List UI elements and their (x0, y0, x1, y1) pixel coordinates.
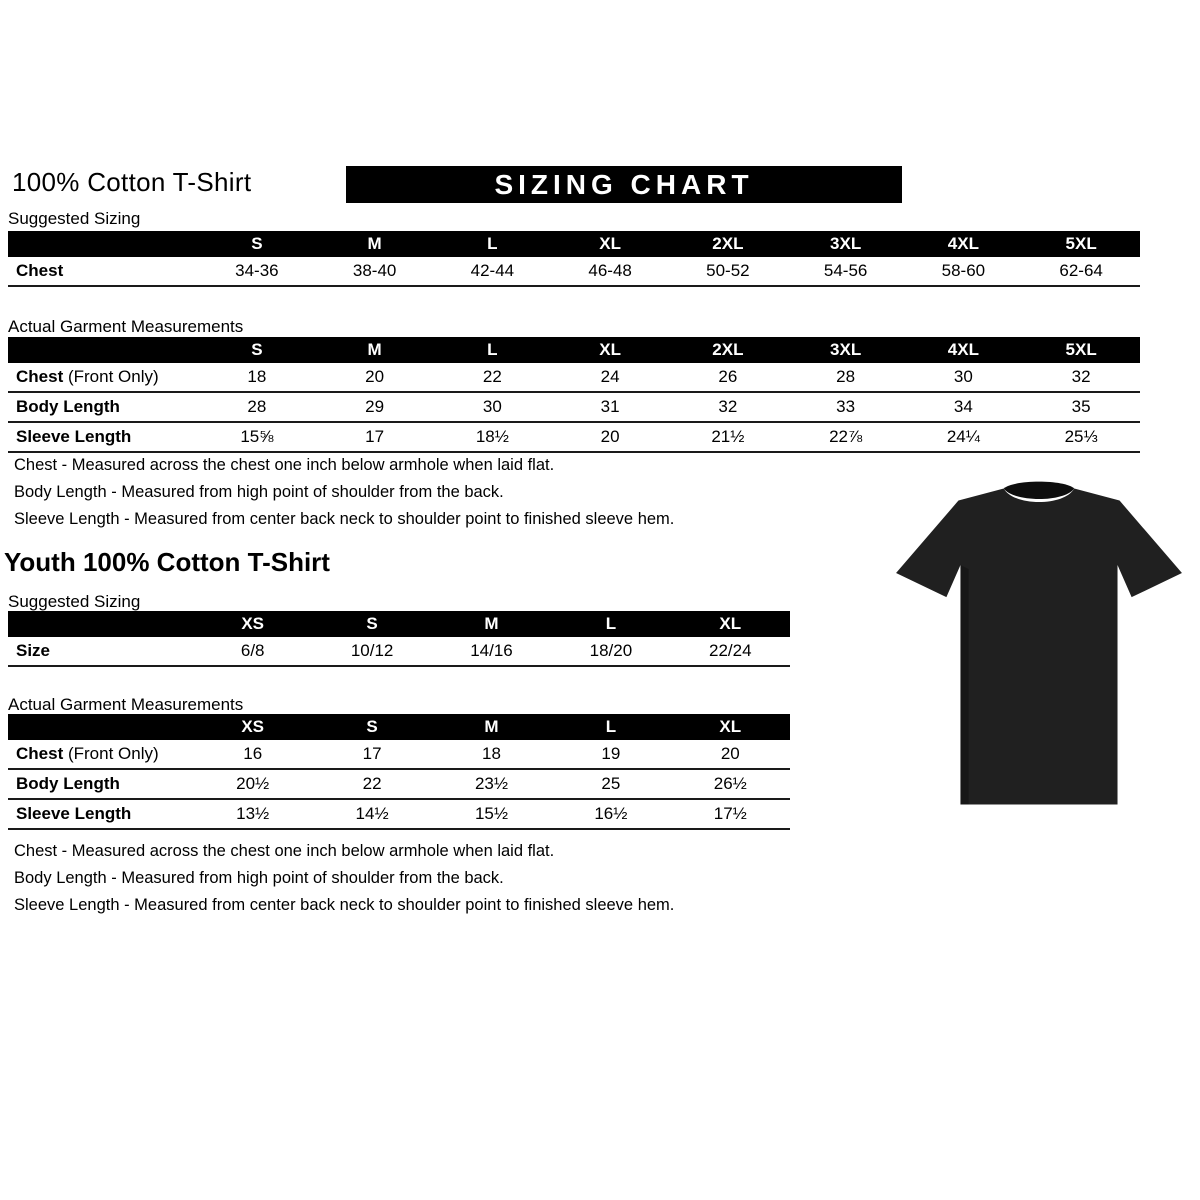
table-cell: 42-44 (470, 261, 515, 280)
column-header: 5XL (1065, 234, 1097, 253)
table-header-row (8, 337, 1140, 363)
column-header: S (366, 717, 378, 736)
youth-section-title: Youth 100% Cotton T-Shirt (4, 547, 330, 577)
adult-actual-table (8, 337, 1140, 453)
table-row (8, 257, 1140, 287)
table-cell: 17 (362, 744, 382, 763)
table-cell: 20 (600, 427, 620, 446)
youth-measurement-notes (14, 842, 674, 923)
table-cell: 23½ (474, 774, 509, 793)
note-line: Body Length - Measured from high point of shoulder from the back. (14, 869, 504, 887)
tshirt-body (896, 488, 1182, 804)
table-cell: 20 (365, 367, 385, 386)
column-header: XL (719, 717, 742, 736)
column-header: XL (599, 340, 621, 359)
column-header: XL (719, 614, 742, 633)
adult-actual-heading: Actual Garment Measurements (8, 317, 244, 336)
row-label (8, 261, 198, 281)
table-cell: 32 (1071, 367, 1091, 386)
adult-suggested-table (8, 231, 1140, 287)
note-line: Chest - Measured across the chest one inch below armhole when laid flat. (14, 456, 555, 474)
column-header: L (487, 340, 498, 359)
table-cell: 15½ (474, 804, 509, 823)
page-title: 100% Cotton T-Shirt (12, 167, 252, 197)
table-cell: 18 (247, 367, 267, 386)
row-label (8, 367, 198, 387)
row-label-text: Body Length (16, 397, 120, 416)
row-label-text: Chest (16, 744, 64, 763)
table-cell: 10/12 (350, 641, 394, 660)
column-header: 4XL (947, 340, 979, 359)
table-cell: 20½ (236, 774, 270, 793)
column-header: M (484, 614, 499, 633)
table-cell: 18 (482, 744, 501, 763)
table-cell: 34-36 (235, 261, 279, 280)
table-cell: 50-52 (706, 261, 750, 280)
row-label (8, 427, 198, 447)
note-line: Body Length - Measured from high point of shoulder from the back. (14, 483, 504, 501)
table-cell: 14½ (355, 804, 389, 823)
column-header: XS (241, 717, 265, 736)
row-label-text: Body Length (16, 774, 120, 793)
note-line: Sleeve Length - Measured from center back neck to shoulder point to finished sleeve hem. (14, 896, 675, 914)
column-header: 3XL (830, 340, 862, 359)
row-label-text: Sleeve Length (16, 804, 132, 823)
table-cell: 22 (362, 774, 382, 793)
note-line: Sleeve Length - Measured from center back neck to shoulder point to finished sleeve hem. (14, 510, 675, 528)
column-header: M (484, 717, 499, 736)
table-cell: 62-64 (1059, 261, 1103, 280)
table-cell: 28 (836, 367, 856, 386)
table-header-row (8, 231, 1140, 257)
table-row (8, 363, 1140, 393)
table-cell: 29 (365, 397, 385, 416)
row-label-suffix: (Front Only) (63, 367, 159, 386)
table-cell: 25⅓ (1064, 427, 1098, 446)
column-header: 3XL (830, 234, 862, 253)
table-cell: 26 (718, 367, 738, 386)
table-cell: 34 (953, 397, 973, 416)
column-header: 5XL (1065, 340, 1097, 359)
column-header: S (366, 614, 378, 633)
row-label (8, 744, 193, 764)
column-header: 2XL (712, 340, 744, 359)
column-header: XS (241, 614, 265, 633)
column-header: 2XL (712, 234, 744, 253)
table-cell: 33 (836, 397, 856, 416)
table-cell: 18½ (475, 427, 509, 446)
table-cell: 54-56 (823, 261, 868, 280)
column-header: M (367, 234, 382, 253)
column-header: L (605, 717, 617, 736)
column-header: M (367, 340, 382, 359)
table-cell: 22/24 (709, 641, 752, 660)
table-cell: 16 (243, 744, 263, 763)
tshirt-image (888, 472, 1190, 820)
table-row (8, 423, 1140, 453)
row-label-text: Sleeve Length (16, 427, 132, 446)
adult-suggested-heading: Suggested Sizing (8, 209, 141, 228)
row-label-text: Chest (16, 261, 64, 280)
column-header: S (251, 234, 263, 253)
sizing-chart-banner: SIZING CHART (346, 166, 902, 203)
table-cell: 58-60 (941, 261, 986, 280)
table-cell: 24 (600, 367, 620, 386)
column-header: L (605, 614, 617, 633)
table-row (8, 637, 790, 667)
row-label-suffix: (Front Only) (63, 744, 159, 763)
youth-suggested-heading: Suggested Sizing (8, 592, 141, 611)
table-cell: 14/16 (470, 641, 513, 660)
table-cell: 21½ (711, 427, 745, 446)
tshirt-graphic (888, 472, 1190, 820)
table-cell: 20 (720, 744, 740, 763)
tshirt-collar (1004, 482, 1074, 499)
table-cell: 28 (247, 397, 267, 416)
row-label (8, 397, 198, 417)
table-cell: 17½ (713, 804, 747, 823)
table-cell: 19 (601, 744, 621, 763)
row-label (8, 804, 193, 824)
table-cell: 25 (601, 774, 621, 793)
table-cell: 30 (953, 367, 973, 386)
note-line: Chest - Measured across the chest one inch below armhole when laid flat. (14, 842, 555, 860)
table-cell: 35 (1071, 397, 1091, 416)
table-row (8, 800, 790, 830)
table-cell: 30 (482, 397, 502, 416)
table-cell: 17 (365, 427, 385, 446)
table-cell: 16½ (594, 804, 628, 823)
table-row (8, 740, 790, 770)
tshirt-fold-shadow (960, 565, 968, 805)
youth-suggested-table (8, 611, 790, 667)
table-cell: 22⅞ (829, 427, 863, 446)
column-header: 4XL (947, 234, 979, 253)
adult-measurement-notes (14, 456, 674, 537)
row-label (8, 774, 193, 794)
table-cell: 26½ (713, 774, 747, 793)
table-header-row (8, 714, 790, 740)
youth-actual-table (8, 714, 790, 830)
table-cell: 15⅝ (240, 427, 274, 446)
table-cell: 6/8 (240, 641, 265, 660)
table-cell: 24¼ (946, 427, 980, 446)
row-label-text: Chest (16, 367, 64, 386)
table-cell: 38-40 (352, 261, 397, 280)
youth-actual-heading: Actual Garment Measurements (8, 695, 244, 714)
table-cell: 13½ (236, 804, 270, 823)
table-cell: 18/20 (589, 641, 633, 660)
table-cell: 22 (482, 367, 502, 386)
row-label-text: Size (16, 641, 51, 660)
table-cell: 46-48 (588, 261, 632, 280)
column-header: XL (599, 234, 621, 253)
column-header: S (251, 340, 263, 359)
table-header-row (8, 611, 790, 637)
column-header: L (487, 234, 498, 253)
table-cell: 32 (718, 397, 738, 416)
row-label (8, 641, 193, 661)
table-cell: 31 (600, 397, 620, 416)
table-row (8, 770, 790, 800)
table-row (8, 393, 1140, 423)
